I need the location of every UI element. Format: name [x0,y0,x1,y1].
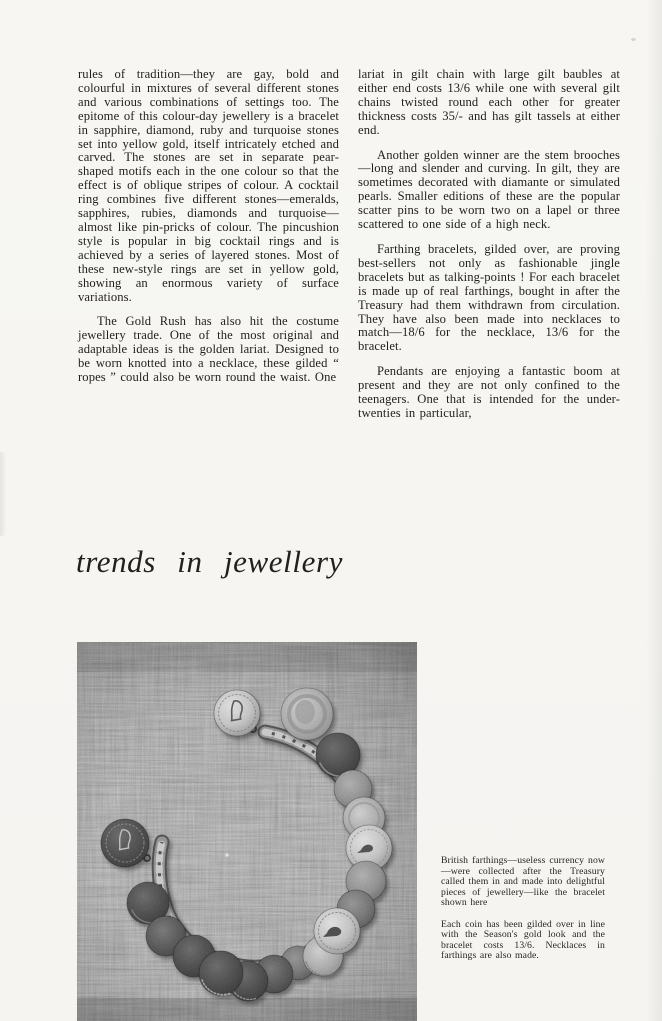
caption-paragraph: British farthings—useless currency now—were collected after the Treasury called them in and made into delightful pieces of jewellery—like the bracelet shown here [441,855,605,908]
bracelet-photo [77,642,417,1021]
caption-paragraph: Each coin has been gilded over in line with the Season's gold look and the bracelet costs 13/6. Necklaces in farthings are also made. [441,918,605,961]
scan-smudge [0,452,7,536]
scan-speck [631,38,636,41]
paragraph: rules of tradition—they are gay, bold and colourful in mixtures of several different stones and various combinations of settings too. The epitome of this colour-day jewellery is a bracelet in sapphire, diamond, ruby and turquoise stones set into yellow gold, itself intricately etched and carved. The stones are set in separate pear-shaped motifs each in the one colour so that the effect is of oblique stripes of colour. A cocktail ring combines five different stones—emeralds, sapphires, rubies, diamonds and turquoise—almost like pin-pricks of colour. The pincushion style is popular in big cocktail rings and is achieved by a series of layered stones. Most of these new-style rings are set in yellow gold, showing an enormous variety of surface variations. [78,67,339,304]
paragraph: Farthing bracelets, gilded over, are proving best-sellers not only as fashionable jingle bracelets but as talking-points ! For each bracelet is made up of real farthings, bought in after the Treasury had them withdrawn from circulation. They have also been made into necklaces to match—18/6 for the necklace, 13/6 for the bracelet. [358,241,620,354]
scan-edge-shading [646,0,662,1021]
photo-grain [77,642,417,1021]
paragraph: Pendants are enjoying a fantastic boom at present and they are not only confined to the teenagers. One that is intended for the under-twenties in particular, [358,364,620,420]
paragraph: Another golden winner are the stem brooches—long and slender and curving. In gilt, they are sometimes decorated with diamante or simulated pearls. Smaller editions of these are the popular scatter pins to be worn two on a lapel or three scattered to one side of a high neck. [358,147,620,232]
paragraph: The Gold Rush has also hit the costume jewellery trade. One of the most original and adaptable ideas is the golden lariat. Designed to be worn knotted into a necklace, these gilded “ ropes ” could also be worn round the waist. One [78,314,339,385]
article-heading: trends in jewellery [76,544,343,579]
paragraph: lariat in gilt chain with large gilt baubles at either end costs 13/6 while one with several gilt chains twisted round each other for greater thickness costs 35/- and has gilt tassels at either end. [358,67,620,137]
article-column-left [78,68,339,385]
photo-caption [441,856,605,962]
article-column-right [358,68,620,421]
